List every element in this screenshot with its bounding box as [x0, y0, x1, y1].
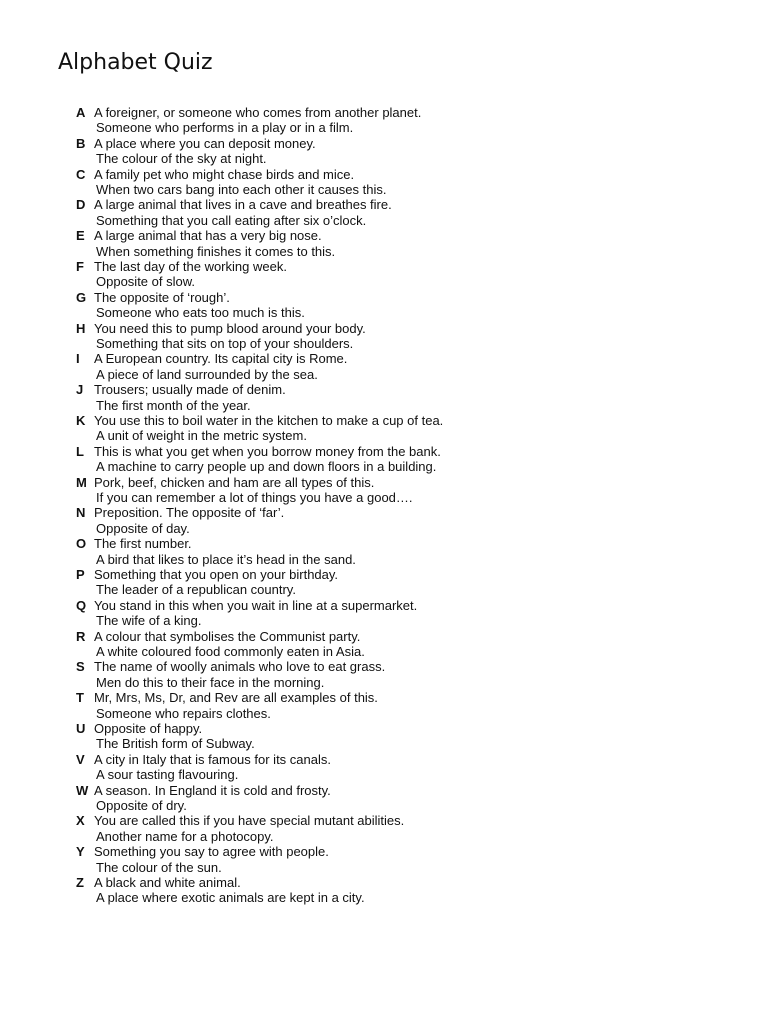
quiz-entry — [0, 321, 768, 352]
quiz-clue-second: If you can remember a lot of things you have a good…. — [96, 489, 413, 505]
quiz-clue-second: Opposite of dry. — [96, 797, 187, 813]
quiz-letter: L — [76, 443, 84, 459]
quiz-clue-first: The opposite of ‘rough’. — [94, 289, 230, 305]
quiz-entry — [0, 290, 768, 321]
quiz-clue-second: The leader of a republican country. — [96, 582, 296, 598]
quiz-clue-second: A white coloured food commonly eaten in Asia. — [96, 643, 365, 659]
quiz-letter: S — [76, 659, 85, 675]
quiz-entry — [0, 629, 768, 660]
quiz-clue-first: A season. In England it is cold and frosty. — [94, 782, 331, 798]
quiz-entry — [0, 228, 768, 259]
quiz-list — [0, 105, 768, 906]
quiz-clue-second: Someone who repairs clothes. — [96, 705, 271, 721]
quiz-clue-second: Opposite of day. — [96, 520, 190, 536]
quiz-clue-first: A black and white animal. — [94, 874, 241, 890]
quiz-clue-first: A colour that symbolises the Communist party. — [94, 628, 361, 644]
quiz-letter: V — [76, 751, 85, 767]
quiz-clue-first: Something that you open on your birthday. — [94, 566, 339, 582]
quiz-clue-second: The wife of a king. — [96, 613, 202, 629]
quiz-letter: E — [76, 228, 85, 244]
quiz-clue-first: A city in Italy that is famous for its canals. — [94, 751, 331, 767]
quiz-entry — [0, 875, 768, 906]
quiz-clue-first: A foreigner, or someone who comes from another planet. — [94, 105, 422, 120]
quiz-clue-second: A unit of weight in the metric system. — [96, 428, 307, 444]
quiz-entry — [0, 690, 768, 721]
quiz-entry — [0, 783, 768, 814]
quiz-letter: P — [76, 566, 85, 582]
quiz-clue-first: A large animal that has a very big nose. — [94, 228, 322, 244]
quiz-clue-first: You need this to pump blood around your body. — [94, 320, 366, 336]
quiz-letter: U — [76, 720, 86, 736]
quiz-entry — [0, 505, 768, 536]
quiz-entry — [0, 105, 768, 136]
quiz-letter: C — [76, 166, 86, 182]
quiz-clue-first: A family pet who might chase birds and mice. — [94, 166, 355, 182]
quiz-entry — [0, 567, 768, 598]
quiz-clue-second: A machine to carry people up and down floors in a building. — [96, 459, 437, 475]
quiz-entry — [0, 382, 768, 413]
quiz-clue-second: The colour of the sky at night. — [96, 151, 267, 167]
quiz-clue-first: You use this to boil water in the kitchen to make a cup of tea. — [94, 412, 444, 428]
quiz-entry — [0, 413, 768, 444]
quiz-clue-first: This is what you get when you borrow money from the bank. — [94, 443, 441, 459]
quiz-clue-first: Opposite of happy. — [94, 720, 203, 736]
quiz-letter: N — [76, 505, 86, 521]
quiz-letter: K — [76, 412, 86, 428]
quiz-letter: T — [76, 690, 84, 706]
quiz-letter: F — [76, 258, 84, 274]
quiz-clue-first: You stand in this when you wait in line at a supermarket. — [94, 597, 418, 613]
quiz-entry — [0, 813, 768, 844]
quiz-clue-second: Something that you call eating after six o’clock. — [96, 212, 367, 228]
quiz-clue-second: Someone who performs in a play or in a film. — [96, 120, 354, 136]
quiz-clue-second: Another name for a photocopy. — [96, 828, 274, 844]
quiz-clue-second: Something that sits on top of your shoulders. — [96, 335, 354, 351]
quiz-letter: W — [76, 782, 89, 798]
quiz-letter: H — [76, 320, 86, 336]
quiz-clue-first: The first number. — [94, 536, 192, 552]
quiz-letter: B — [76, 135, 86, 151]
quiz-letter: I — [76, 351, 80, 367]
quiz-clue-first: Trousers; usually made of denim. — [94, 382, 286, 398]
quiz-entry — [0, 351, 768, 382]
quiz-clue-first: A large animal that lives in a cave and breathes fire. — [94, 197, 392, 213]
quiz-entry — [0, 844, 768, 875]
quiz-clue-first: A place where you can deposit money. — [94, 135, 316, 151]
quiz-entry — [0, 721, 768, 752]
quiz-letter: G — [76, 289, 87, 305]
quiz-clue-second: The British form of Subway. — [96, 736, 255, 752]
quiz-entry — [0, 444, 768, 475]
quiz-clue-first: Pork, beef, chicken and ham are all types of this. — [94, 474, 375, 490]
quiz-letter: Y — [76, 844, 85, 860]
quiz-clue-second: A place where exotic animals are kept in a city. — [96, 890, 365, 906]
quiz-entry — [0, 136, 768, 167]
quiz-letter: X — [76, 813, 85, 829]
page-title: Alphabet Quiz — [58, 50, 213, 75]
quiz-clue-second: The first month of the year. — [96, 397, 251, 413]
quiz-clue-first: Something you say to agree with people. — [94, 844, 329, 860]
quiz-letter: O — [76, 536, 87, 552]
quiz-clue-first: You are called this if you have special mutant abilities. — [94, 813, 405, 829]
quiz-entry — [0, 659, 768, 690]
quiz-clue-second: A bird that likes to place it’s head in the sand. — [96, 551, 356, 567]
quiz-entry — [0, 598, 768, 629]
quiz-letter: Z — [76, 874, 84, 890]
quiz-letter: M — [76, 474, 87, 490]
quiz-clue-first: Preposition. The opposite of ‘far’. — [94, 505, 285, 521]
quiz-letter: J — [76, 382, 84, 398]
quiz-clue-second: When two cars bang into each other it causes this. — [96, 181, 387, 197]
quiz-clue-second: Opposite of slow. — [96, 274, 195, 290]
quiz-clue-second: When something finishes it comes to this. — [96, 243, 336, 259]
quiz-clue-first: The last day of the working week. — [94, 258, 287, 274]
quiz-entry — [0, 259, 768, 290]
quiz-entry — [0, 167, 768, 198]
quiz-clue-second: Men do this to their face in the morning. — [96, 674, 325, 690]
quiz-clue-second: A piece of land surrounded by the sea. — [96, 366, 318, 382]
quiz-clue-second: A sour tasting flavouring. — [96, 767, 239, 783]
quiz-clue-first: Mr, Mrs, Ms, Dr, and Rev are all examples of this. — [94, 690, 378, 706]
quiz-clue-first: A European country. Its capital city is Rome. — [94, 351, 348, 367]
quiz-entry — [0, 197, 768, 228]
quiz-letter: D — [76, 197, 86, 213]
quiz-entry — [0, 475, 768, 506]
quiz-clue-first: The name of woolly animals who love to eat grass. — [94, 659, 386, 675]
quiz-clue-second: The colour of the sun. — [96, 859, 222, 875]
quiz-entry — [0, 536, 768, 567]
quiz-letter: Q — [76, 597, 87, 613]
quiz-letter: A — [76, 105, 86, 120]
quiz-entry — [0, 752, 768, 783]
quiz-letter: R — [76, 628, 86, 644]
quiz-clue-second: Someone who eats too much is this. — [96, 305, 305, 321]
